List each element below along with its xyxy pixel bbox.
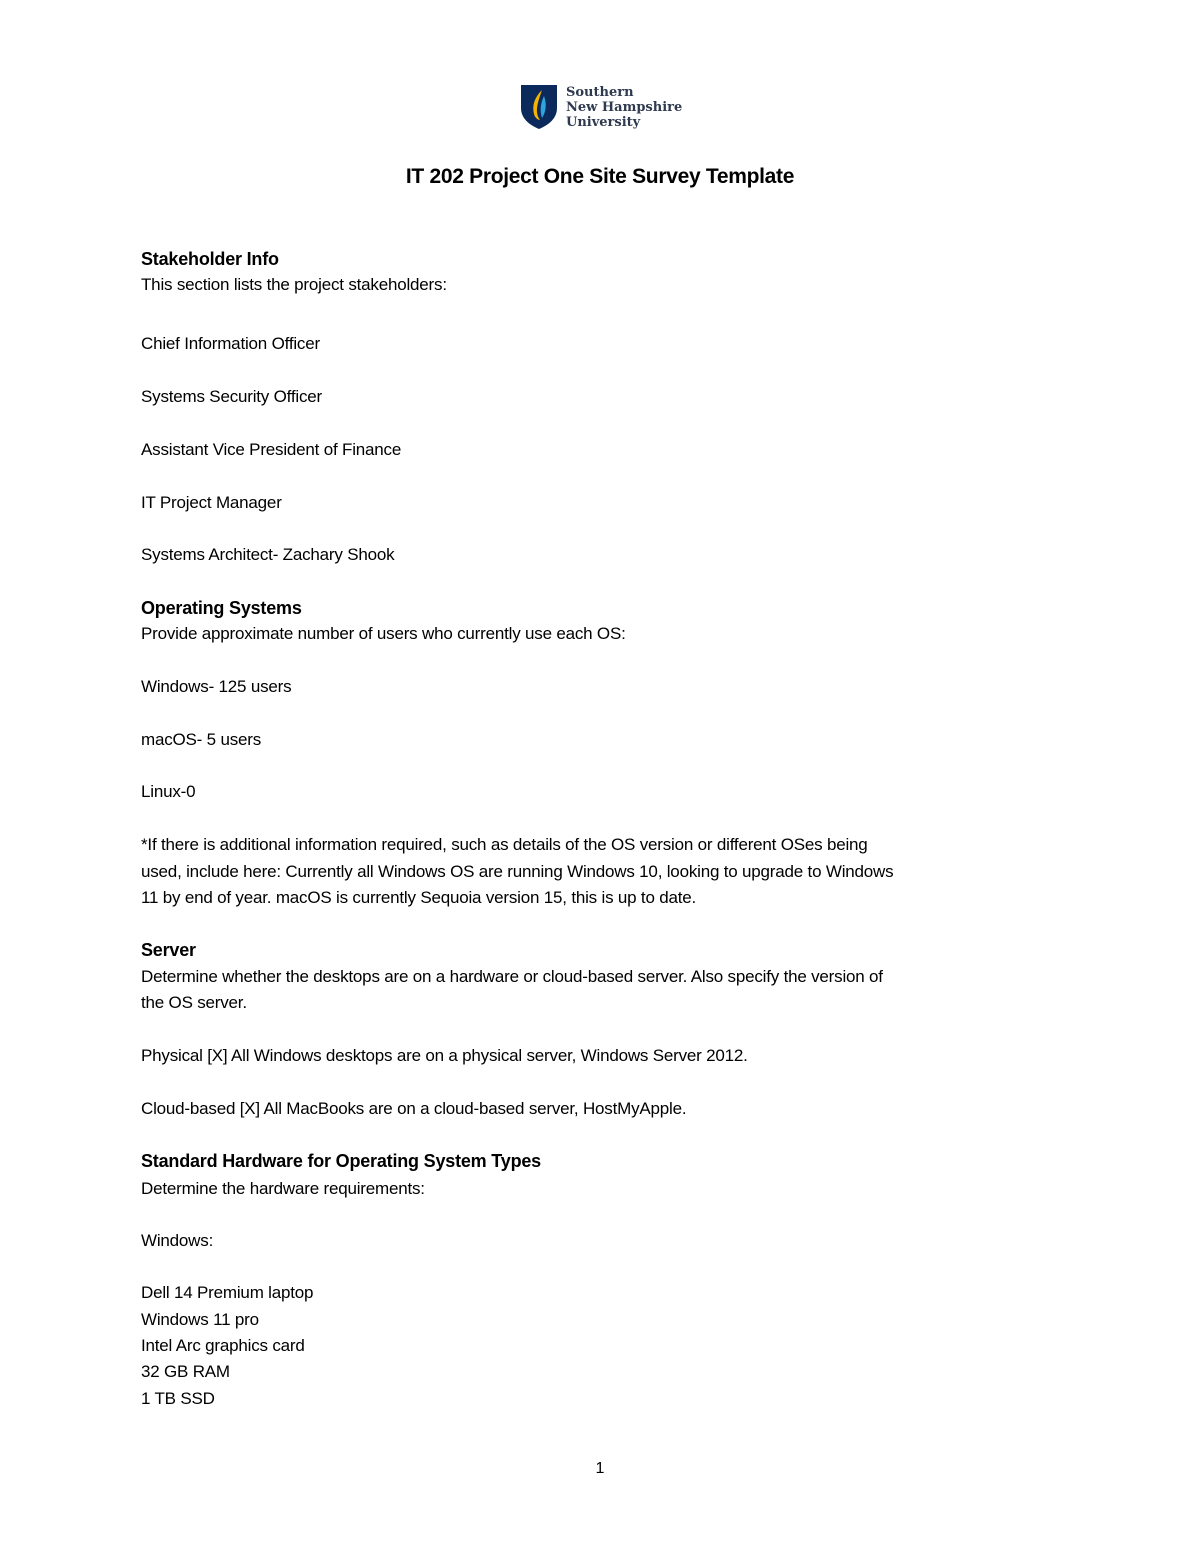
server-heading: Server bbox=[141, 940, 196, 960]
logo-line: University bbox=[566, 114, 641, 130]
hardware-item: Dell 14 Premium laptop bbox=[141, 1283, 314, 1302]
stakeholder-item: Systems Architect- Zachary Shook bbox=[141, 545, 395, 564]
hardware-item: 1 TB SSD bbox=[141, 1389, 215, 1408]
hardware-description: Determine the hardware requirements: bbox=[141, 1179, 425, 1198]
os-note-line: *If there is additional information required, such as details of the OS version or different OSes being bbox=[141, 835, 868, 854]
hardware-item: 32 GB RAM bbox=[141, 1362, 230, 1381]
stakeholder-heading: Stakeholder Info bbox=[141, 249, 279, 269]
hardware-item: Intel Arc graphics card bbox=[141, 1336, 305, 1355]
os-note-line: 11 by end of year. macOS is currently Sequoia version 15, this is up to date. bbox=[141, 888, 697, 907]
logo-line: New Hampshire bbox=[566, 99, 683, 115]
document-title: IT 202 Project One Site Survey Template bbox=[405, 165, 795, 188]
page-number: 1 bbox=[595, 1460, 605, 1477]
os-description: Provide approximate number of users who currently use each OS: bbox=[141, 624, 626, 643]
shield-logo-icon bbox=[520, 84, 558, 130]
os-item: Linux-0 bbox=[141, 782, 196, 801]
os-note-line: used, include here: Currently all Windows OS are running Windows 10, looking to upgrade to Windows bbox=[141, 862, 894, 881]
server-description-line: Determine whether the desktops are on a hardware or cloud-based server. Also specify the version of bbox=[141, 967, 883, 986]
logo-line: Southern bbox=[566, 84, 634, 100]
stakeholder-item: Chief Information Officer bbox=[141, 334, 320, 353]
hardware-heading: Standard Hardware for Operating System Types bbox=[141, 1151, 541, 1171]
stakeholder-item: Assistant Vice President of Finance bbox=[141, 440, 402, 459]
university-logo bbox=[520, 84, 682, 130]
os-item: Windows- 125 users bbox=[141, 677, 292, 696]
os-heading: Operating Systems bbox=[141, 598, 302, 618]
stakeholder-description: This section lists the project stakeholders: bbox=[141, 275, 447, 294]
os-item: macOS- 5 users bbox=[141, 730, 262, 749]
stakeholder-item: Systems Security Officer bbox=[141, 387, 322, 406]
server-description-line: the OS server. bbox=[141, 993, 247, 1012]
server-physical: Physical [X] All Windows desktops are on a physical server, Windows Server 2012. bbox=[141, 1046, 748, 1065]
stakeholder-item: IT Project Manager bbox=[141, 493, 282, 512]
hardware-item: Windows 11 pro bbox=[141, 1310, 259, 1329]
hardware-windows-label: Windows: bbox=[141, 1231, 214, 1250]
server-cloud: Cloud-based [X] All MacBooks are on a cloud-based server, HostMyApple. bbox=[141, 1099, 687, 1118]
